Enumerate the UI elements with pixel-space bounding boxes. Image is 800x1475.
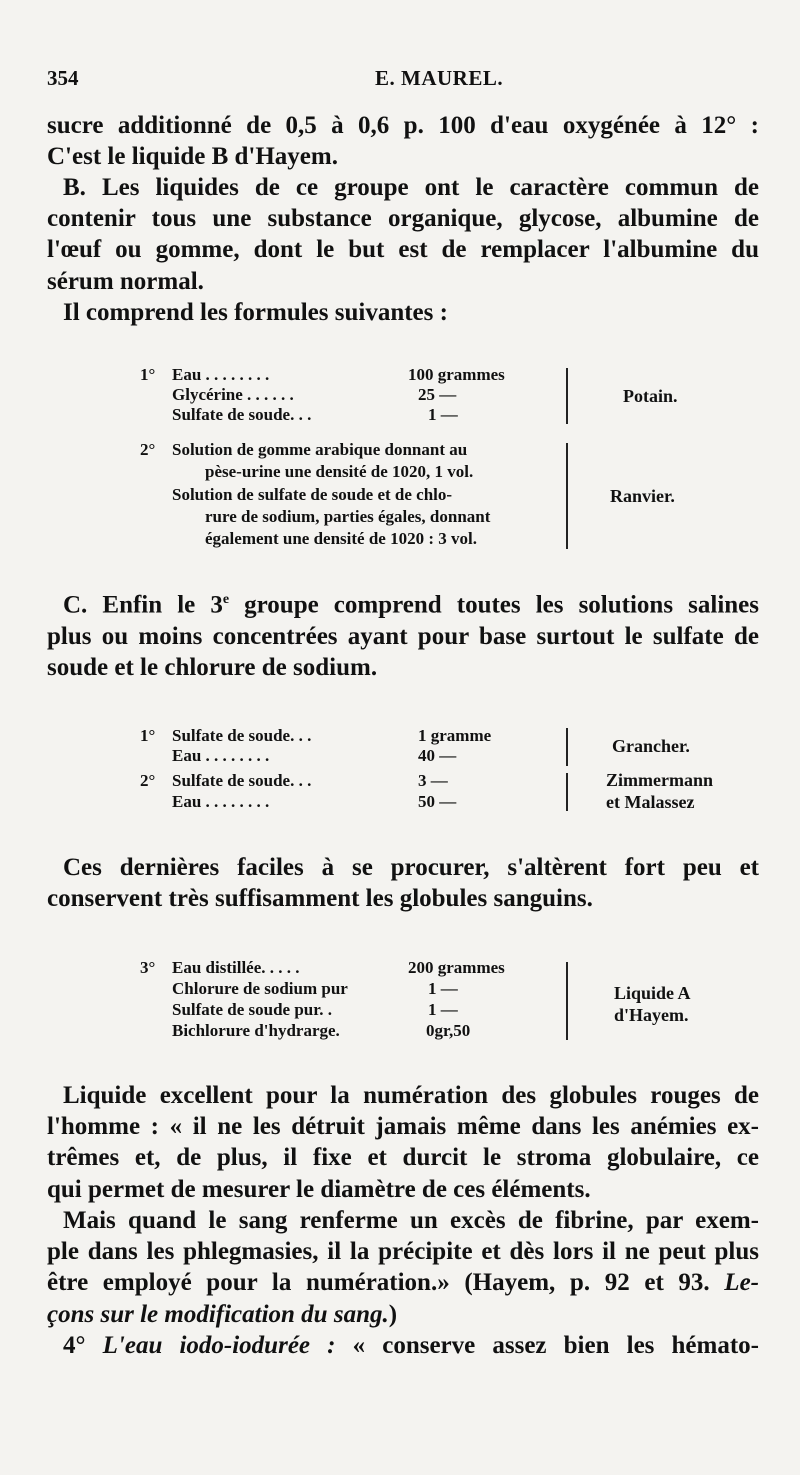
paragraph-4 xyxy=(47,1330,759,1361)
text-span: « conserve assez bien les hémato- xyxy=(335,1332,759,1359)
paragraph-liquide xyxy=(47,1080,759,1205)
ingredient-quantity: 0gr,50 xyxy=(426,1021,471,1040)
formula-author: Ranvier. xyxy=(610,486,675,506)
ingredient-quantity: 200 grammes xyxy=(408,958,505,977)
formula-author: et Malassez xyxy=(606,792,695,812)
formula-number: 1° xyxy=(140,726,156,745)
text-line: plus ou moins concentrées ayant pour base surtout le sulfate de xyxy=(47,622,759,650)
text-line: trêmes et, de plus, il fixe et durcit le stroma globulaire, ce xyxy=(47,1144,759,1172)
ingredient-name: Sulfate de soude. . . xyxy=(172,726,312,745)
formula-line: rure de sodium, parties égales, donnant xyxy=(205,507,491,526)
ingredient-name: Sulfate de soude. . . xyxy=(172,771,312,790)
formula-line: également une densité de 1020 : 3 vol. xyxy=(205,529,477,548)
formula-line: Solution de gomme arabique donnant au xyxy=(172,440,468,459)
text-line: C'est le liquide B d'Hayem. xyxy=(47,143,338,171)
italic-text: Le- xyxy=(724,1269,759,1297)
text-line: C. Enfin le 3e groupe comprend toutes les solutions salines xyxy=(63,591,759,619)
formula-author: Liquide A xyxy=(614,983,691,1003)
text-line: Liquide excellent pour la numération des globules rouges de xyxy=(63,1082,759,1109)
ingredient-name: Eau . . . . . . . . xyxy=(172,365,270,384)
text-line: qui permet de mesurer le diamètre de ces éléments. xyxy=(47,1175,591,1203)
ingredient-name: Eau distillée. . . . . xyxy=(172,958,300,977)
text-line: l'homme : « il ne les détruit jamais même dans les anémies ex- xyxy=(47,1113,759,1141)
text-line xyxy=(47,1299,759,1330)
text-span: ) xyxy=(388,1300,398,1328)
paragraph-dernieres xyxy=(47,852,759,914)
brace xyxy=(566,962,568,1040)
text-line: conservent très suffisamment les globules sanguins. xyxy=(47,885,593,913)
ingredient-quantity: 50 — xyxy=(418,792,457,811)
ingredient-quantity: 1 gramme xyxy=(418,726,492,745)
text-line: l'œuf ou gomme, dont le but est de remplacer l'albumine du xyxy=(47,236,759,264)
text-line: Ces dernières faciles à se procurer, s'altèrent fort peu et xyxy=(63,854,759,881)
ingredient-quantity: 1 — xyxy=(428,979,458,998)
ingredient-quantity: 1 — xyxy=(428,405,458,424)
page-number: 354 xyxy=(47,66,79,90)
ingredient-name: Bichlorure d'hydrarge. xyxy=(172,1021,340,1040)
text-span: être employé pour la numération.» (Hayem, p. 92 et 93. xyxy=(47,1269,725,1297)
ingredient-name: Sulfate de soude pur. . xyxy=(172,1000,332,1019)
formula-line: Solution de sulfate de soude et de chlo- xyxy=(172,485,453,504)
italic-text: çons sur le modification du sang. xyxy=(47,1300,389,1328)
text-line xyxy=(47,1267,759,1298)
ingredient-name: Chlorure de sodium pur xyxy=(172,979,348,998)
text-line: ple dans les phlegmasies, il la précipite et dès lors il ne peut plus xyxy=(47,1238,759,1266)
brace xyxy=(566,443,568,549)
ingredient-quantity: 25 — xyxy=(418,385,457,404)
ingredient-name: Glycérine . . . . . . xyxy=(172,385,294,404)
paragraph-b xyxy=(47,172,759,297)
ingredient-quantity: 40 — xyxy=(418,746,457,765)
ingredient-name: Eau . . . . . . . . xyxy=(172,746,270,765)
formula-number: 2° xyxy=(140,440,156,459)
ingredient-quantity: 1 — xyxy=(428,1000,458,1019)
formula-author: d'Hayem. xyxy=(614,1005,689,1025)
text-line: Il comprend les formules suivantes : xyxy=(63,299,448,326)
paragraph-formulas-intro xyxy=(47,297,759,328)
formula-number: 1° xyxy=(140,365,156,384)
text-line: sérum normal. xyxy=(47,267,204,295)
italic-text: L'eau iodo-iodurée : xyxy=(102,1332,336,1359)
text-line: soude et le chlorure de sodium. xyxy=(47,653,378,681)
formula-author: Potain. xyxy=(623,386,678,406)
ingredient-name: Eau . . . . . . . . xyxy=(172,792,270,811)
text-line: contenir tous une substance organique, glycose, albumine de xyxy=(47,205,759,233)
text-line: B. Les liquides de ce groupe ont le caractère commun de xyxy=(63,174,759,201)
running-title: E. MAUREL. xyxy=(375,66,504,90)
formula-number: 3° xyxy=(140,958,156,977)
ingredient-name: Sulfate de soude. . . xyxy=(172,405,312,424)
paragraph-intro xyxy=(47,110,759,172)
text-span: 4° xyxy=(63,1332,103,1359)
formula-number: 2° xyxy=(140,771,156,790)
ingredient-quantity: 3 — xyxy=(418,771,448,790)
text-line xyxy=(47,1330,759,1361)
brace xyxy=(566,773,568,811)
text-line: sucre additionné de 0,5 à 0,6 p. 100 d'eau oxygénée à 12° : xyxy=(47,112,759,139)
formula-author: Zimmermann xyxy=(606,770,713,790)
ingredient-quantity: 100 grammes xyxy=(408,365,505,384)
paragraph-c xyxy=(47,584,759,683)
brace xyxy=(566,728,568,766)
formula-line: pèse-urine une densité de 1020, 1 vol. xyxy=(205,462,474,481)
text-line: Mais quand le sang renferme un excès de fibrine, par exem- xyxy=(63,1207,759,1234)
brace xyxy=(566,368,568,424)
page-header xyxy=(47,66,760,96)
formula-author: Grancher. xyxy=(612,736,690,756)
paragraph-mais xyxy=(47,1205,759,1330)
